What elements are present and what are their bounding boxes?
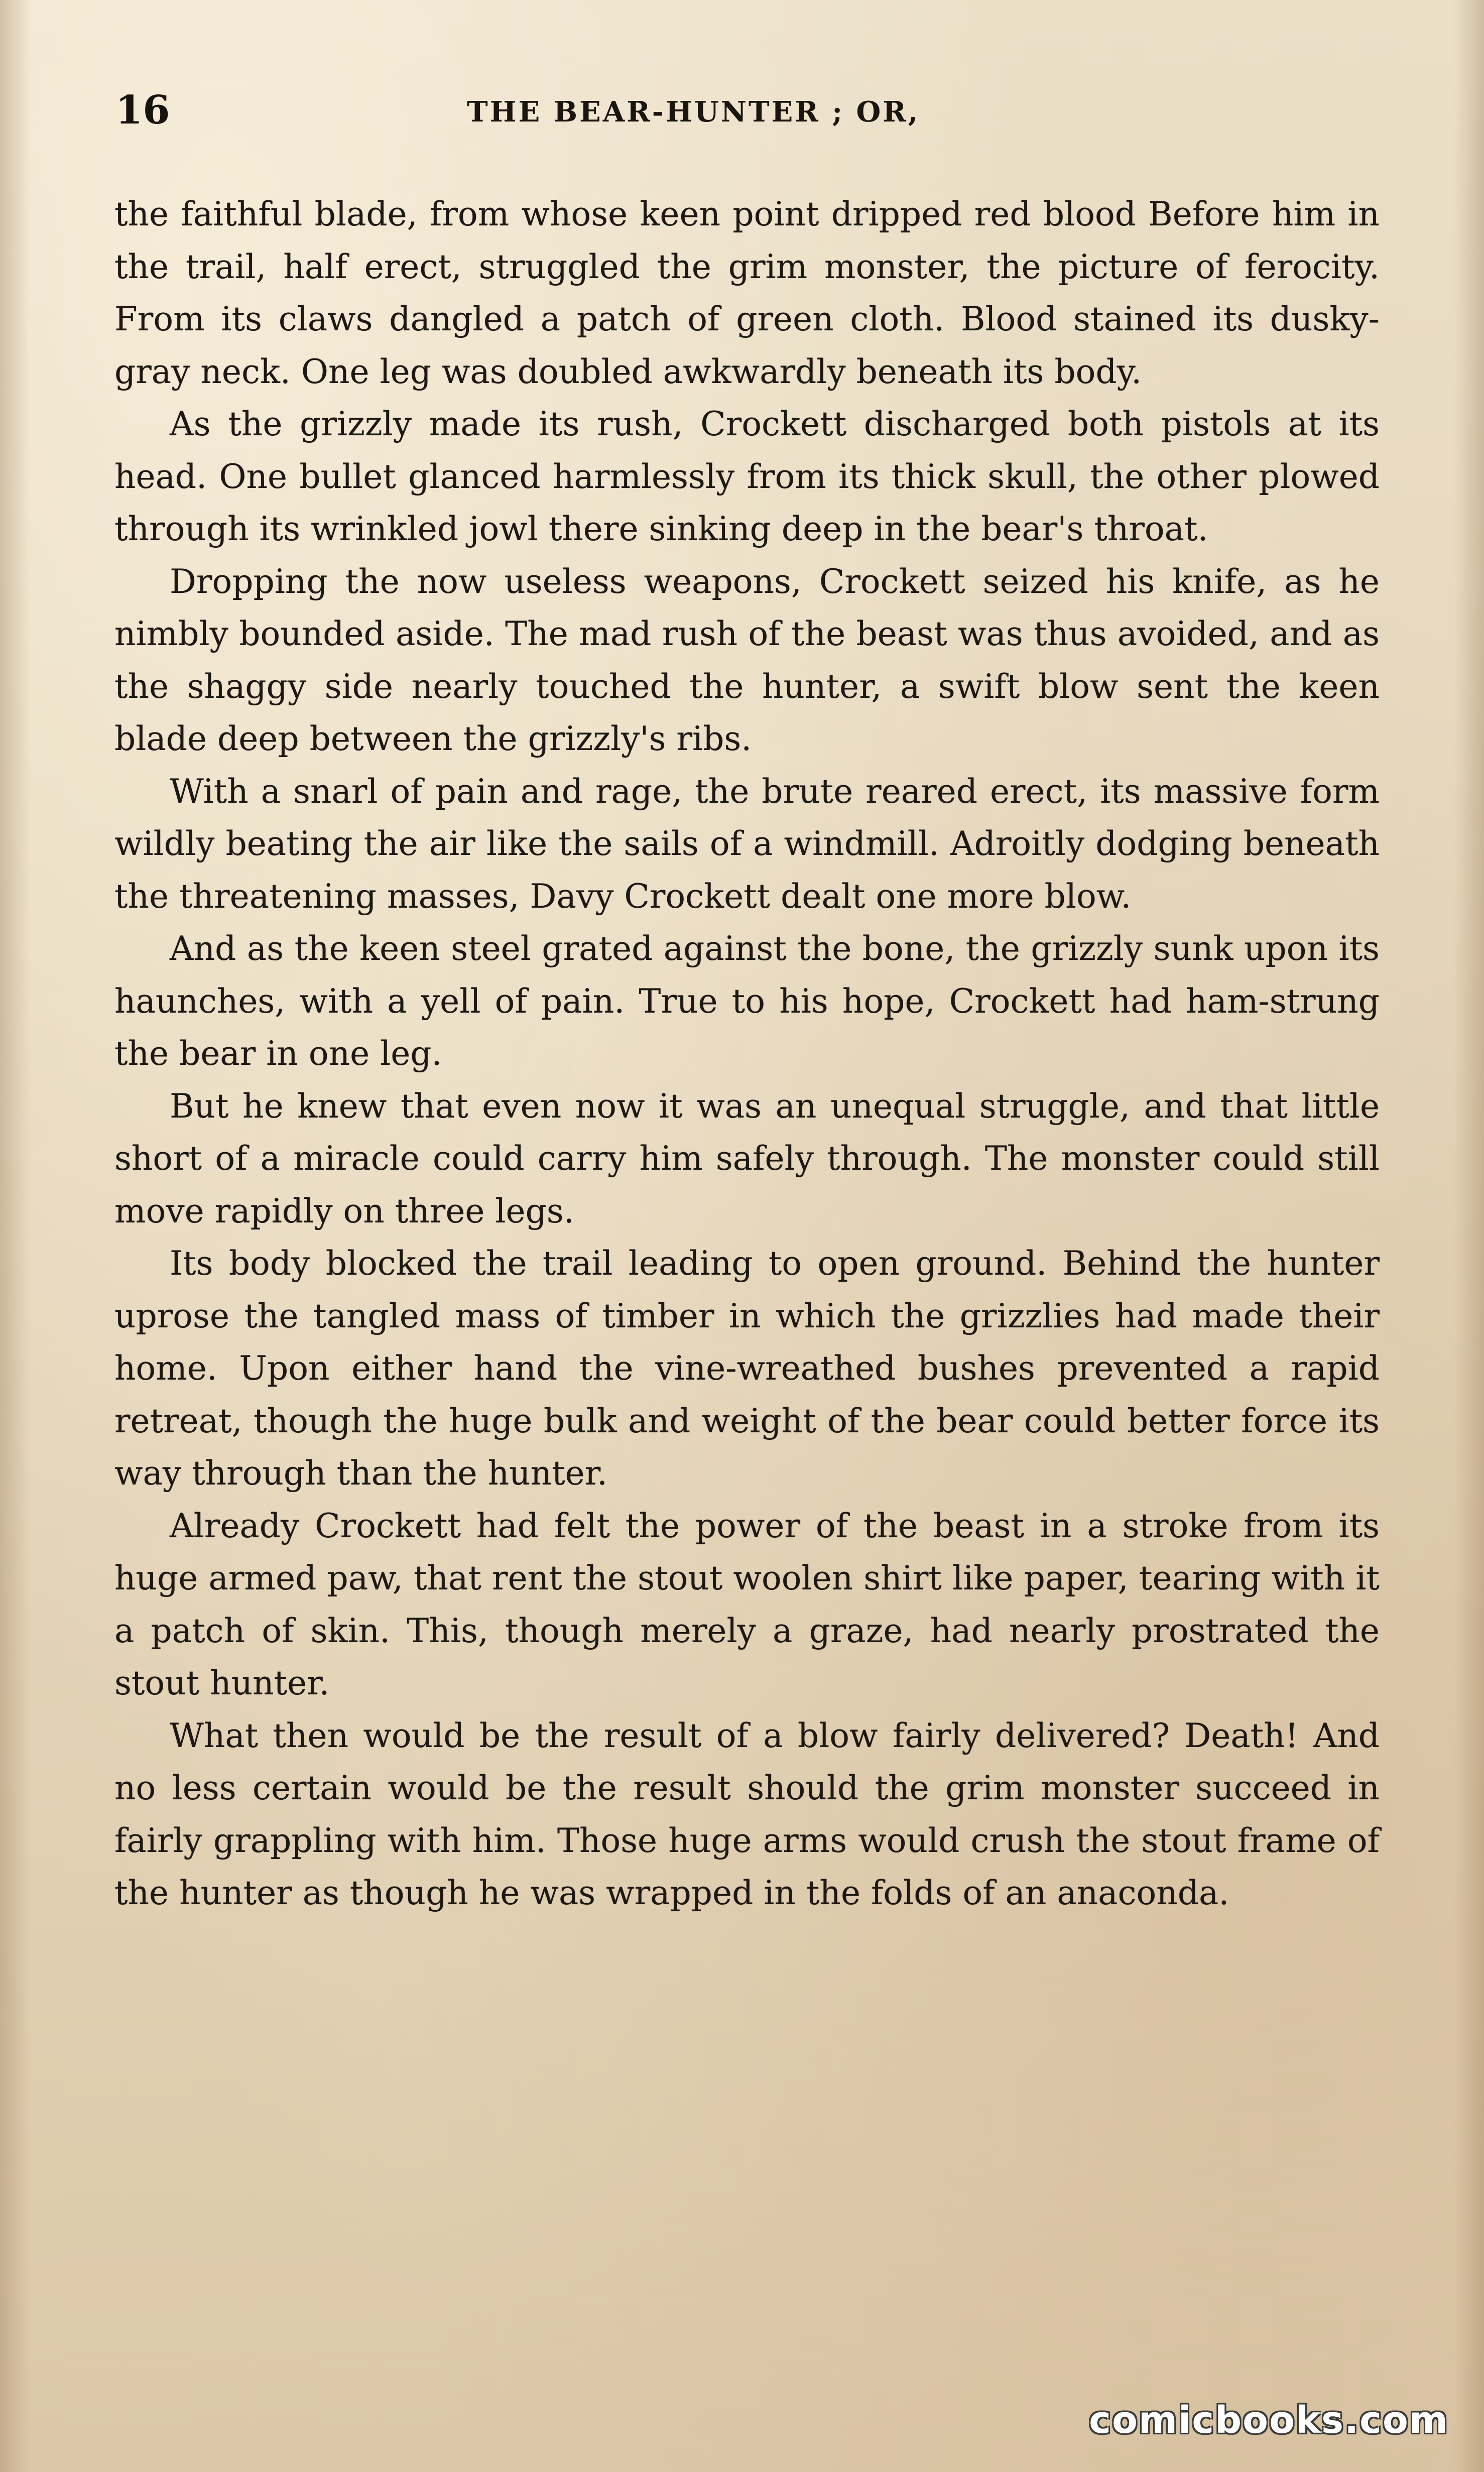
paragraph-1: the faithful blade, from whose keen point dripped red blood Before him in the trail, half erect, struggled the grim monster, the picture of ferocity. From its claws dangled a patch of green cloth. Blood stained its dusky-gray neck. One leg was doubled awkwardly beneath its body. — [114, 195, 1380, 391]
paragraph-7: Its body blocked the trail leading to open ground. Behind the hunter uprose the tangled mass of timber in which the grizzlies had made their home. Upon either hand the vine-wreathed bushes prevented a rapid retreat, though the huge bulk and weight of the bear could better force its way through than the hunter. — [114, 1244, 1380, 1493]
body-text — [114, 188, 1380, 1920]
paragraph-3: Dropping the now useless weapons, Crockett seized his knife, as he nimbly bounded aside. The mad rush of the beast was thus avoided, and as the shaggy side nearly touched the hunter, a swift blow sent the keen blade deep between the grizzly's ribs. — [114, 562, 1380, 758]
paragraph-5: And as the keen steel grated against the bone, the grizzly sunk upon its haunches, with a yell of pain. True to his hope, Crockett had ham-strung the bear in one leg. — [114, 929, 1380, 1073]
paragraph-9: What then would be the result of a blow fairly delivered? Death! And no less certain would be the result should the grim monster succeed in fairly grappling with him. Those huge arms would crush the stout frame of the hunter as though he was wrapped in the folds of an anaconda. — [114, 1716, 1380, 1912]
site-watermark: comicbooks.com — [1089, 2399, 1449, 2442]
paragraph-6: But he knew that even now it was an unequal struggle, and that little short of a miracle could carry him safely through. The monster could still move rapidly on three legs. — [114, 1086, 1380, 1230]
paragraph-8: Already Crockett had felt the power of the beast in a stroke from its huge armed paw, that rent the stout woolen shirt like paper, tearing with it a patch of skin. This, though merely a graze, had nearly prostrated the stout hunter. — [114, 1506, 1380, 1702]
page-header — [115, 85, 1381, 141]
page-number: 16 — [115, 87, 170, 133]
page-edge-left — [0, 0, 30, 2472]
page-edge-right — [1454, 0, 1484, 2472]
paragraph-2: As the grizzly made its rush, Crockett discharged both pistols at its head. One bullet glanced harmlessly from its thick skull, the other plowed through its wrinkled jowl there sinking deep in the bear's throat. — [114, 405, 1380, 548]
running-head: THE BEAR-HUNTER ; OR, — [467, 95, 920, 129]
paragraph-4: With a snarl of pain and rage, the brute reared erect, its massive form wildly beating the air like the sails of a windmill. Adroitly dodging beneath the threatening masses, Davy Crockett dealt one more blow. — [114, 772, 1380, 916]
